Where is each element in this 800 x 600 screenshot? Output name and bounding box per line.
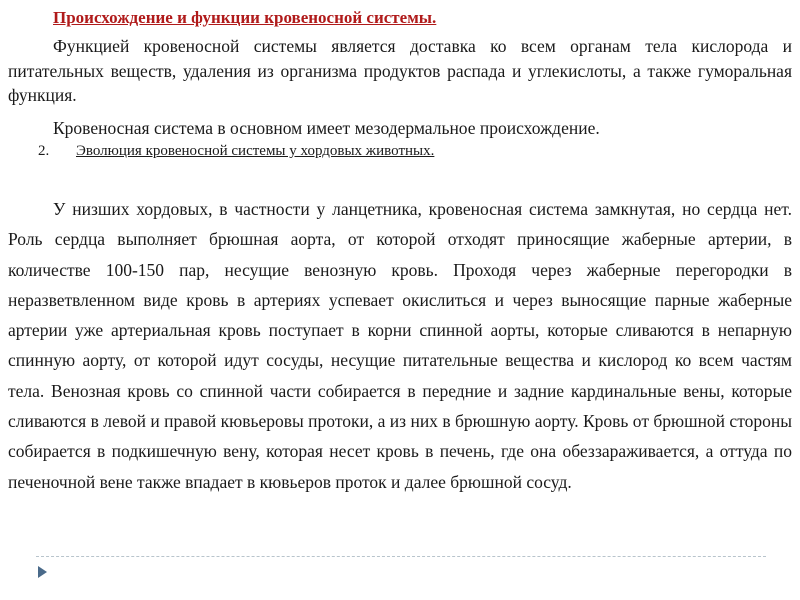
triangle-right-icon[interactable] <box>38 566 47 578</box>
origin-paragraph: Кровеносная система в основном имеет мезодермальное происхождение. <box>53 118 600 138</box>
footer-divider <box>36 556 766 557</box>
function-paragraph: Функцией кровеносной системы является доставка ко всем органам тела кислорода и питательных веществ, удаления из организма продуктов распада и углекислоты, а также гуморальная функция. <box>8 36 792 105</box>
section-heading: Происхождение и функции кровеносной системы. <box>53 8 437 27</box>
list-number: 2. <box>38 143 50 159</box>
evolution-body-text: У низших хордовых, в частности у ланцетника, кровеносная система замкнутая, но сердца нет. Роль сердца выполняет брюшная аорта, от которой отходят приносящие жаберные артерии, в количестве 100-150 пар, несущие венозную кровь. Проходя через жаберные перегородки в неразветвленном виде кровь в артериях успевает окислиться и через выносящие парные жаберные артерии уже артериальная кровь поступает в корни спинной аорты, которые сливаются в непарную спинную аорту, от которой идут сосуды, несущие питательные вещества и кислород ко всем частям тела. Венозная кровь со спинной части собирается в передние и задние кардинальные вены, которые сливаются в левой и правой кювьеровы протоки, а из них в брюшную аорту. Кровь от брюшной стороны собирается в подкишечную вену, которая несет кровь в печень, где она обеззараживается, а оттуда по печеночной вене также впадает в кювьеров проток и далее брюшной сосуд. <box>8 199 792 492</box>
list-item-evolution <box>38 143 434 160</box>
list-item-label: Эволюция кровеносной системы у хордовых животных. <box>76 143 435 159</box>
